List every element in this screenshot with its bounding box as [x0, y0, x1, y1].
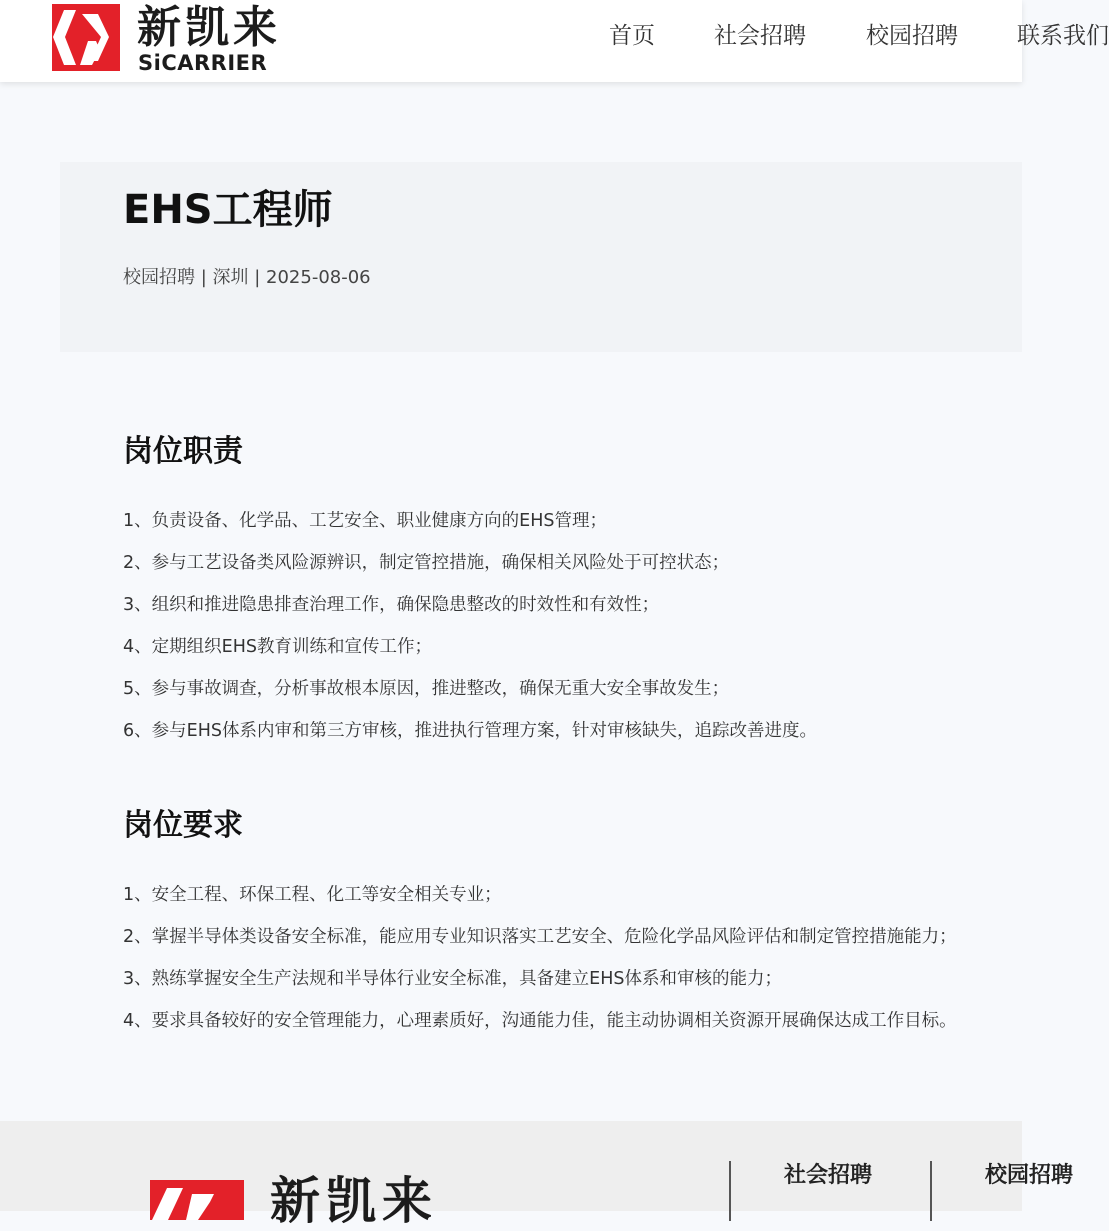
requirements-heading: 岗位要求: [123, 808, 243, 843]
site-footer: [0, 1121, 1074, 1230]
duties-list: [123, 500, 817, 752]
duties-heading: 岗位职责: [123, 434, 243, 469]
site-logo[interactable]: [52, 4, 282, 74]
job-meta: 校园招聘 | 深圳 | 2025-08-06: [123, 267, 371, 288]
duty-item: 3、组织和推进隐患排查治理工作，确保隐患整改的时效性和有效性；: [123, 595, 660, 615]
nav-item-home[interactable]: 首页: [609, 23, 655, 49]
site-header: [0, 0, 1109, 82]
requirement-item: 3、熟练掌握安全生产法规和半导体行业安全标准，具备建立EHS体系和审核的能力；: [123, 969, 782, 989]
requirement-item: 1、安全工程、环保工程、化工等安全相关专业；: [123, 885, 502, 905]
nav-item-contact[interactable]: 联系我们: [1017, 23, 1109, 49]
duty-item: 2、参与工艺设备类风险源辨识，制定管控措施，确保相关风险处于可控状态；: [123, 553, 730, 573]
footer-link-campus-recruitment[interactable]: 校园招聘: [985, 1163, 1074, 1188]
duty-item: 4、定期组织EHS教育训练和宣传工作；: [123, 637, 432, 657]
nav-item-social-recruitment[interactable]: 社会招聘: [714, 23, 806, 49]
logo-chinese-name: 新凯来: [137, 2, 281, 53]
logo-english-name: SiCARRIER: [138, 51, 268, 75]
duty-item: 6、参与EHS体系内审和第三方审核，推进执行管理方案，针对审核缺失，追踪改善进度。: [123, 721, 817, 741]
sicarrier-logo-mark-icon: [150, 1180, 244, 1220]
requirements-list: [123, 874, 957, 1042]
job-title-panel: [60, 162, 1022, 352]
footer-link-social-recruitment[interactable]: 社会招聘: [784, 1163, 873, 1188]
nav-item-campus-recruitment[interactable]: 校园招聘: [866, 23, 958, 49]
requirement-item: 4、要求具备较好的安全管理能力，心理素质好，沟通能力佳，能主动协调相关资源开展确保达成工作目标。: [123, 1011, 957, 1031]
footer-divider: [729, 1161, 731, 1221]
duty-item: 5、参与事故调查，分析事故根本原因，推进整改，确保无重大安全事故发生；: [123, 679, 730, 699]
job-title: EHS工程师: [123, 187, 333, 233]
duty-item: 1、负责设备、化学品、工艺安全、职业健康方向的EHS管理；: [123, 511, 607, 531]
requirement-item: 2、掌握半导体类设备安全标准，能应用专业知识落实工艺安全、危险化学品风险评估和制定管控措施能力；: [123, 927, 957, 947]
footer-divider: [930, 1161, 932, 1221]
footer-logo-chinese-name: 新凯来: [270, 1172, 438, 1230]
sicarrier-logo-mark-icon: [52, 4, 120, 71]
